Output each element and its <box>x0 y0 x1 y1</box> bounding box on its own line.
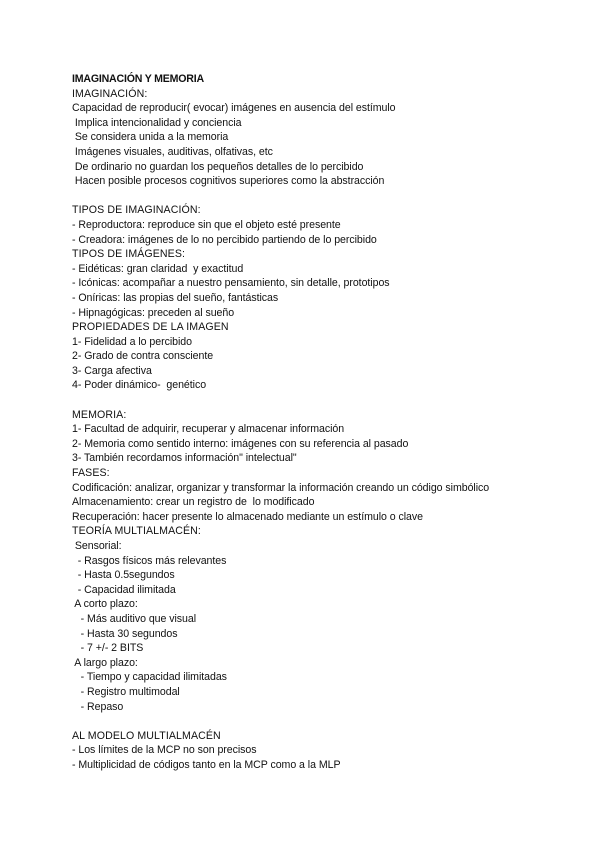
list-item: - Oníricas: las propias del sueño, fantásticas <box>72 291 279 304</box>
section-heading-tipos-imaginacion: TIPOS DE IMAGINACIÓN: <box>72 204 201 217</box>
section-heading-propiedades: PROPIEDADES DE LA IMAGEN <box>72 321 229 334</box>
section-fases <box>72 466 572 524</box>
list-item: - Rasgos físicos más relevantes <box>72 554 227 567</box>
section-heading-memoria: MEMORIA: <box>72 408 127 421</box>
list-item: 3- Carga afectiva <box>72 364 152 377</box>
section-heading-tipos-imagenes: TIPOS DE IMÁGENES: <box>72 248 186 261</box>
list-item: A largo plazo: <box>72 656 138 669</box>
section-memoria <box>72 408 572 466</box>
text-line: Imágenes visuales, auditivas, olfativas, etc <box>72 145 273 158</box>
list-item: 3- También recordamos información" intelectual" <box>72 452 297 465</box>
blank-line <box>72 714 572 729</box>
section-teoria-multialmacen <box>72 524 572 714</box>
section-tipos-imaginacion <box>72 203 572 247</box>
list-item: - Registro multimodal <box>72 685 180 698</box>
list-item: - Eidéticas: gran claridad y exactitud <box>72 262 244 275</box>
list-item: - Hasta 30 segundos <box>72 627 178 640</box>
text-line: Implica intencionalidad y conciencia <box>72 116 242 129</box>
section-tipos-imagenes <box>72 247 572 320</box>
list-item: - Icónicas: acompañar a nuestro pensamiento, sin detalle, prototipos <box>72 277 390 290</box>
document-title: IMAGINACIÓN Y MEMORIA <box>72 73 204 85</box>
list-item: A corto plazo: <box>72 598 138 611</box>
list-item: 1- Fidelidad a lo percibido <box>72 335 192 348</box>
section-heading-al-modelo: AL MODELO MULTIALMACÉN <box>72 729 221 742</box>
text-line: Recuperación: hacer presente lo almacenado mediante un estímulo o clave <box>72 510 423 523</box>
blank-line <box>72 393 572 408</box>
list-item: - Hipnagógicas: preceden al sueño <box>72 306 235 319</box>
list-item: 1- Facultad de adquirir, recuperar y almacenar información <box>72 423 345 436</box>
section-imaginacion <box>72 87 572 189</box>
list-item: 2- Grado de contra consciente <box>72 350 214 363</box>
section-heading-teoria: TEORÍA MULTIALMACÉN: <box>72 525 201 538</box>
list-item: - Hasta 0.5segundos <box>72 569 175 582</box>
section-al-modelo <box>72 729 572 773</box>
section-heading-imaginacion: IMAGINACIÓN: <box>72 87 148 100</box>
list-item: - Creadora: imágenes de lo no percibido partiendo de lo percibido <box>72 233 377 246</box>
list-item: Sensorial: <box>72 540 122 552</box>
list-item: - Los límites de la MCP no son precisos <box>72 744 257 757</box>
text-line: Almacenamiento: crear un registro de lo modificado <box>72 496 315 509</box>
list-item: 2- Memoria como sentido interno: imágenes con su referencia al pasado <box>72 437 409 450</box>
list-item: - Más auditivo que visual <box>72 612 197 625</box>
document-body <box>72 72 572 773</box>
list-item: - Tiempo y capacidad ilimitadas <box>72 671 227 684</box>
text-line: Codificación: analizar, organizar y transformar la información creando un código simbólico <box>72 481 490 494</box>
list-item: - 7 +/- 2 BITS <box>72 642 144 655</box>
list-item: - Capacidad ilimitada <box>72 583 176 596</box>
section-heading-fases: FASES: <box>72 467 110 480</box>
list-item: - Multiplicidad de códigos tanto en la MCP como a la MLP <box>72 758 341 771</box>
section-propiedades <box>72 320 572 393</box>
text-line: Capacidad de reproducir( evocar) imágenes en ausencia del estímulo <box>72 102 396 115</box>
text-line: Se considera unida a la memoria <box>72 131 229 144</box>
text-line: De ordinario no guardan los pequeños detalles de lo percibido <box>72 160 364 173</box>
list-item: 4- Poder dinámico- genético <box>72 379 207 392</box>
blank-line <box>72 189 572 204</box>
list-item: - Reproductora: reproduce sin que el objeto esté presente <box>72 218 341 231</box>
text-line: Hacen posible procesos cognitivos superiores como la abstracción <box>72 175 385 188</box>
list-item: - Repaso <box>72 700 124 713</box>
